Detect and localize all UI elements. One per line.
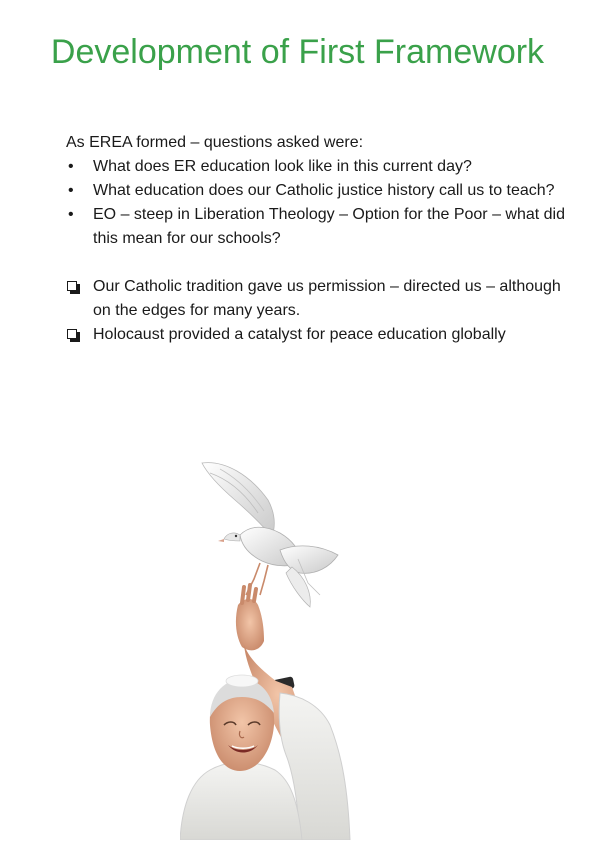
list-item (66, 155, 576, 179)
list-item-text: Our Catholic tradition gave us permission – directed us – although on the edges for many years. (93, 278, 561, 319)
list-item-text: What education does our Catholic justice history call us to teach? (93, 182, 555, 199)
question-list (66, 155, 576, 251)
page-title: Development of First Framework (50, 33, 545, 71)
list-item-text: Holocaust provided a catalyst for peace education globally (93, 326, 506, 343)
dove (202, 463, 338, 607)
list-item (66, 275, 576, 323)
bullet-icon: • (68, 182, 74, 199)
list-item (66, 179, 576, 203)
checkbox-square-icon (67, 281, 77, 291)
intro-text: As EREA formed – questions asked were: (66, 134, 364, 151)
checkbox-square-icon (67, 329, 77, 339)
list-item (66, 323, 576, 347)
list-item (66, 203, 576, 251)
bullet-icon: • (68, 158, 74, 175)
pope-releasing-dove-photo (180, 455, 360, 840)
bullet-icon: • (68, 206, 74, 223)
list-item-text: What does ER education look like in this current day? (93, 158, 472, 175)
list-item-text: EO – steep in Liberation Theology – Option for the Poor – what did this mean for our schools? (93, 206, 565, 247)
checkbox-list (66, 275, 576, 347)
content-block (66, 131, 576, 347)
